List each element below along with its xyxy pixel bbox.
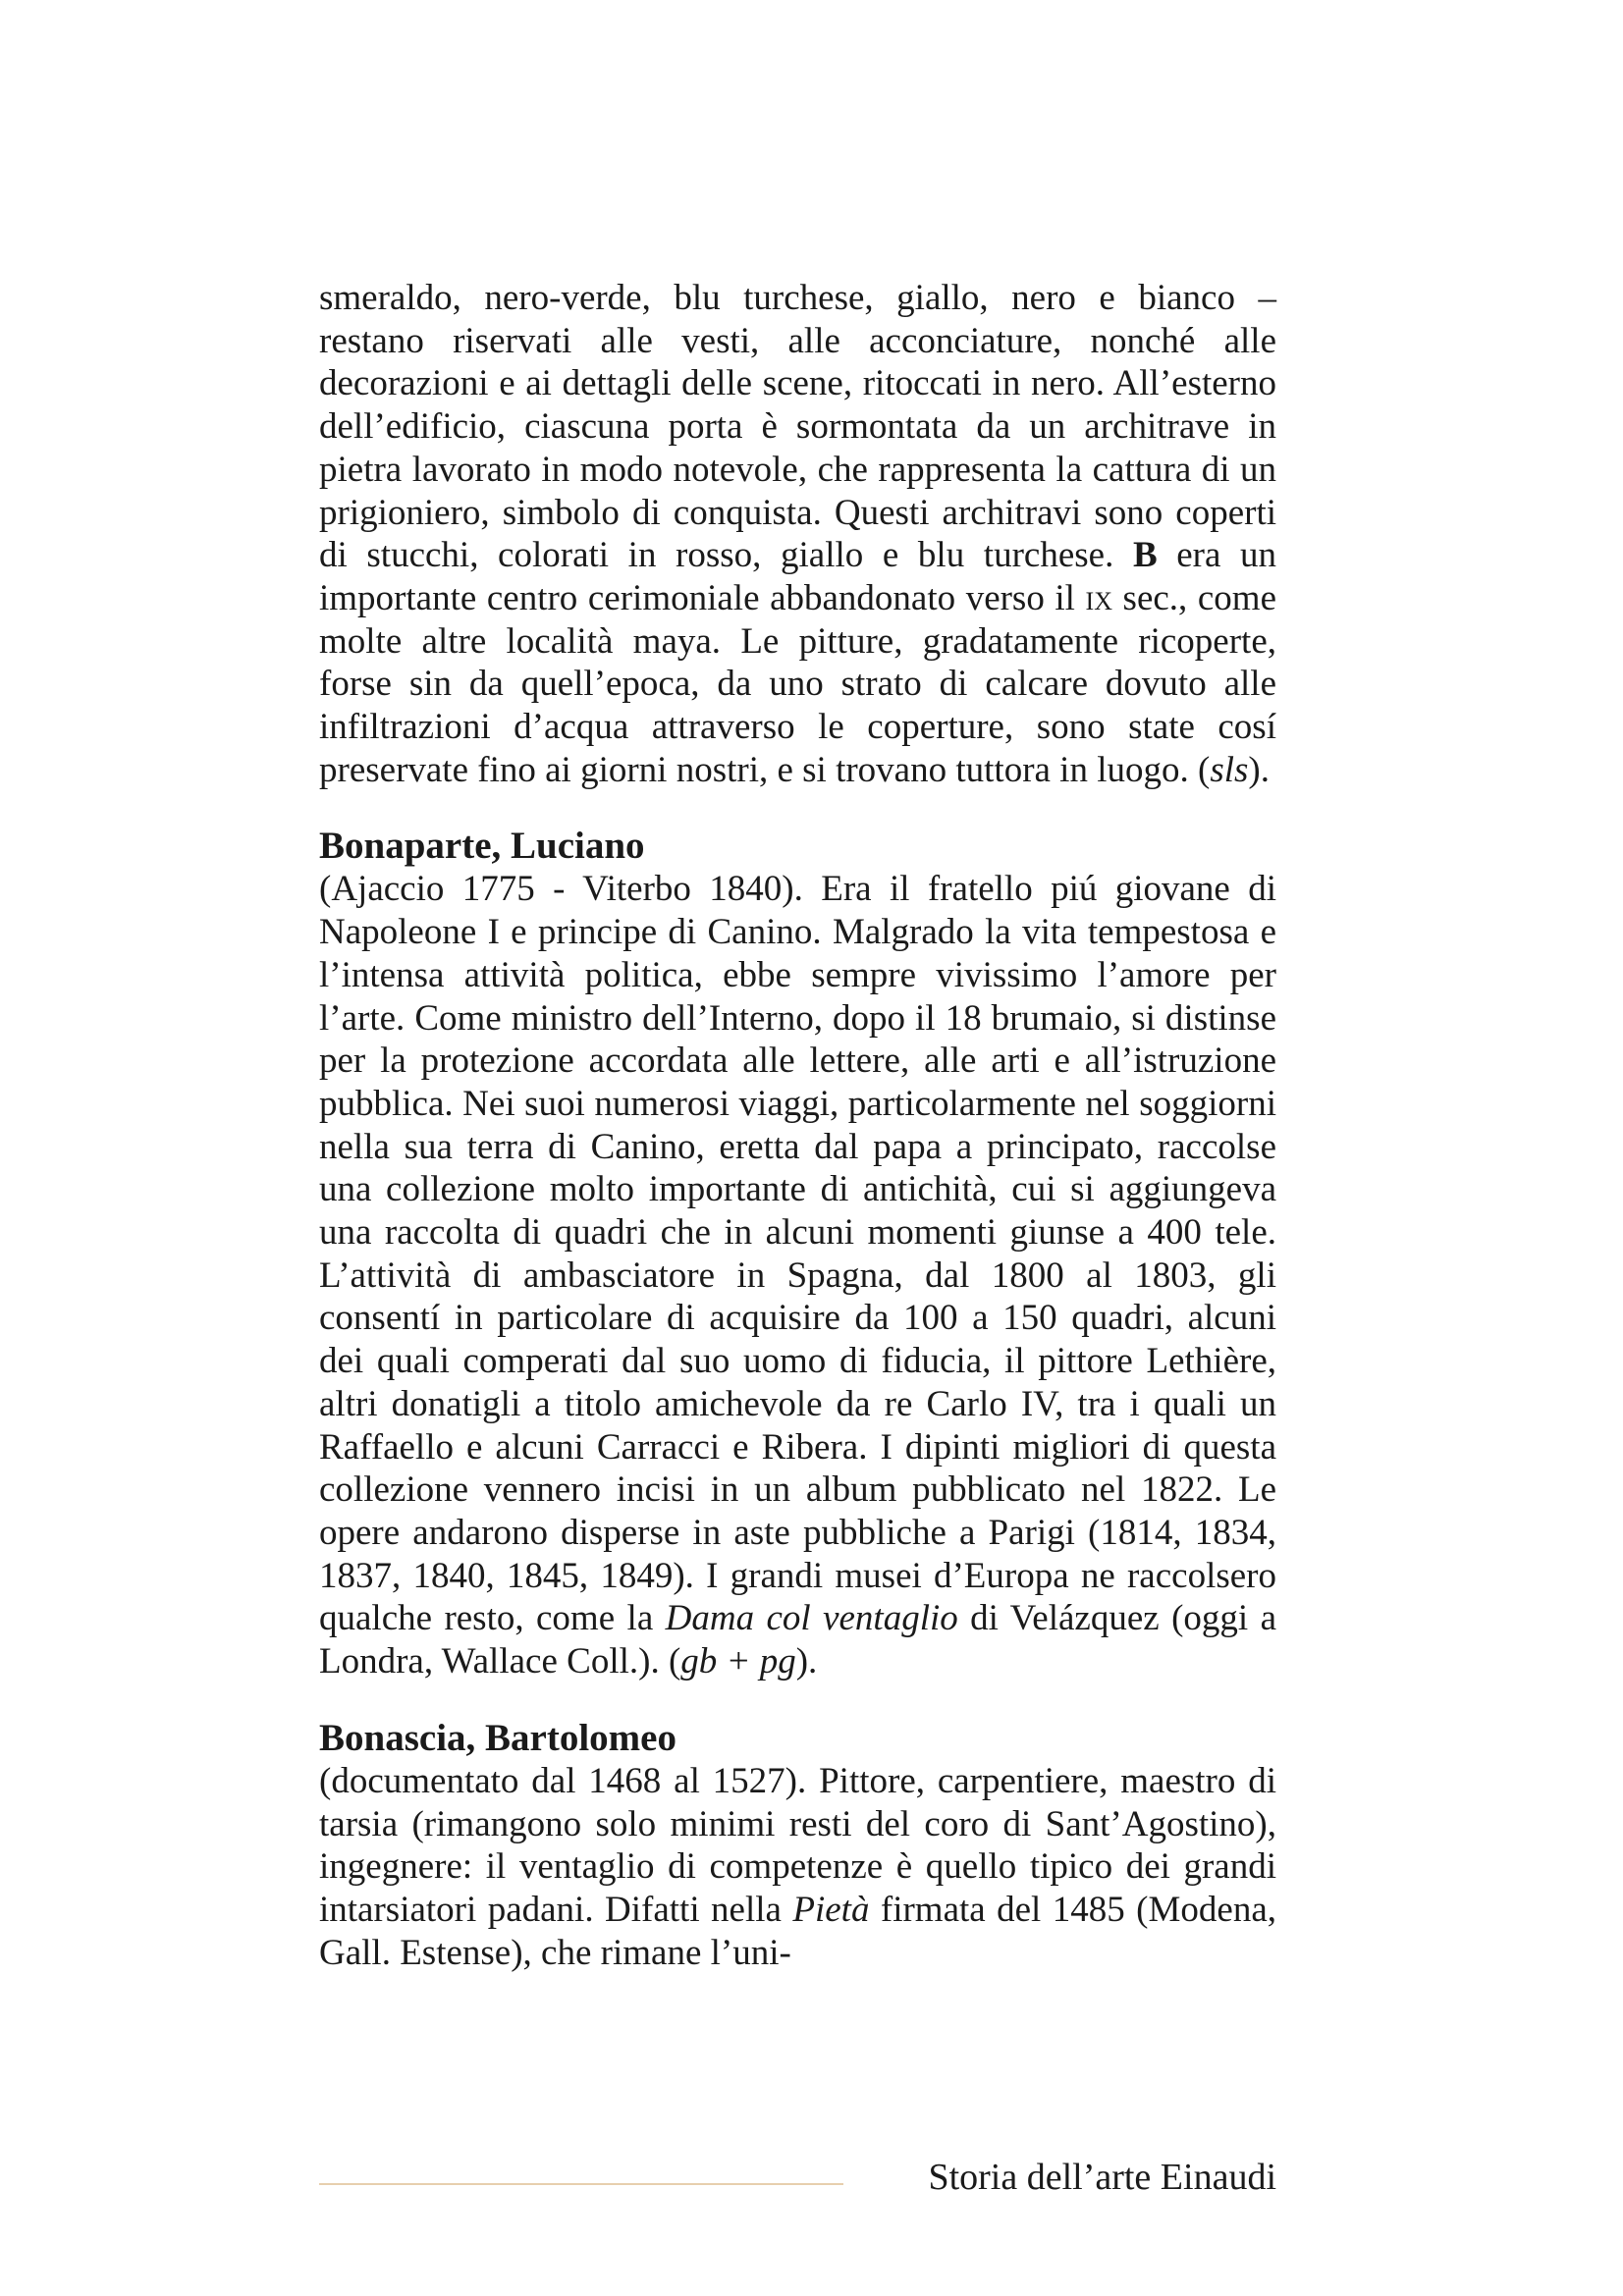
- text-span: ).: [1248, 749, 1270, 790]
- text-span: smeraldo, nero-verde, blu turchese, giallo, nero e bianco – restano riservati alle vesti, alle acconciature, nonché alle decorazioni e ai dettagli delle scene, ritoccati in nero. All’esterno dell’edificio, ciascuna porta è sormontata da un architrave in pietra lavorato in modo notevole, che rappresenta la cattura di un prigioniero, simbolo di conquista. Questi architravi sono coperti di stucchi, colorati in rosso, giallo e blu turchese.: [319, 278, 1276, 576]
- entry-body-bonaparte: [319, 868, 1276, 1682]
- roman-numeral: ix: [1085, 577, 1112, 618]
- entry-abbreviation: B: [1132, 535, 1158, 576]
- entry-heading-bonaparte: Bonaparte, Luciano: [319, 825, 645, 868]
- author-initials: gb + pg: [680, 1641, 796, 1682]
- footer-rule: [319, 2183, 843, 2185]
- text-span: (documentato dal 1468 al 1527). Pittore, carpentiere, maestro di tarsia (rimangono solo minimi resti del coro di Sant’Agostino), ingegnere: il ventaglio di competenze è quello tipico dei grandi intarsiatori padani. Difatti nella: [319, 1760, 1276, 1930]
- text-span: ).: [795, 1641, 818, 1682]
- text-span: firmata del 1485 (Modena, Gall. Estense), che rimane l’uni-: [319, 1889, 1276, 1973]
- entry-body-bonascia: [319, 1760, 1276, 1975]
- footer-title: Storia dell’arte Einaudi: [928, 2157, 1276, 2198]
- intro-paragraph: [319, 277, 1276, 791]
- main-text-column: [319, 277, 1276, 1974]
- author-initials: sls: [1210, 749, 1249, 790]
- text-span: era un importante centro cerimoniale abbandonato verso il: [319, 535, 1277, 618]
- work-title: Dama col ventaglio: [665, 1598, 958, 1639]
- text-span: di Velázquez (oggi a Londra, Wallace Coll.). (: [319, 1598, 1276, 1682]
- entry-heading-bonascia: Bonascia, Bartolomeo: [319, 1716, 676, 1759]
- text-span: sec., come molte altre località maya. Le pitture, gradatamente ricoperte, forse sin da quell’epoca, da uno strato di calcare dovuto alle infiltrazioni d’acqua attraverso le coperture, sono state cosí preservate fino ai giorni nostri, e si trovano tuttora in luogo. (: [319, 577, 1276, 790]
- text-span: (Ajaccio 1775 - Viterbo 1840). Era il fratello piú giovane di Napoleone I e principe di Canino. Malgrado la vita tempestosa e l’intensa attività politica, ebbe sempre vivissimo l’amore per l’arte. Come ministro dell’Interno, dopo il 18 brumaio, si distinse per la protezione accordata alle lettere, alle arti e all’istruzione pubblica. Nei suoi numerosi viaggi, particolarmente nel soggiorni nella sua terra di Canino, eretta dal papa a principato, raccolse una collezione molto importante di antichità, cui si aggiungeva una raccolta di quadri che in alcuni momenti giunse a 400 tele. L’attività di ambasciatore in Spagna, dal 1800 al 1803, gli consentí in particolare di acquisire da 100 a 150 quadri, alcuni dei quali comperati dal suo uomo di fiducia, il pittore Lethière, altri donatigli a titolo amichevole da re Carlo IV, tra i quali un Raffaello e alcuni Carracci e Ribera. I dipinti migliori di questa collezione vennero incisi in un album pubblicato nel 1822. Le opere andarono disperse in aste pubbliche a Parigi (1814, 1834, 1837, 1840, 1845, 1849). I grandi musei d’Europa ne raccolsero qualche resto, come la: [319, 869, 1276, 1639]
- work-title: Pietà: [792, 1889, 870, 1930]
